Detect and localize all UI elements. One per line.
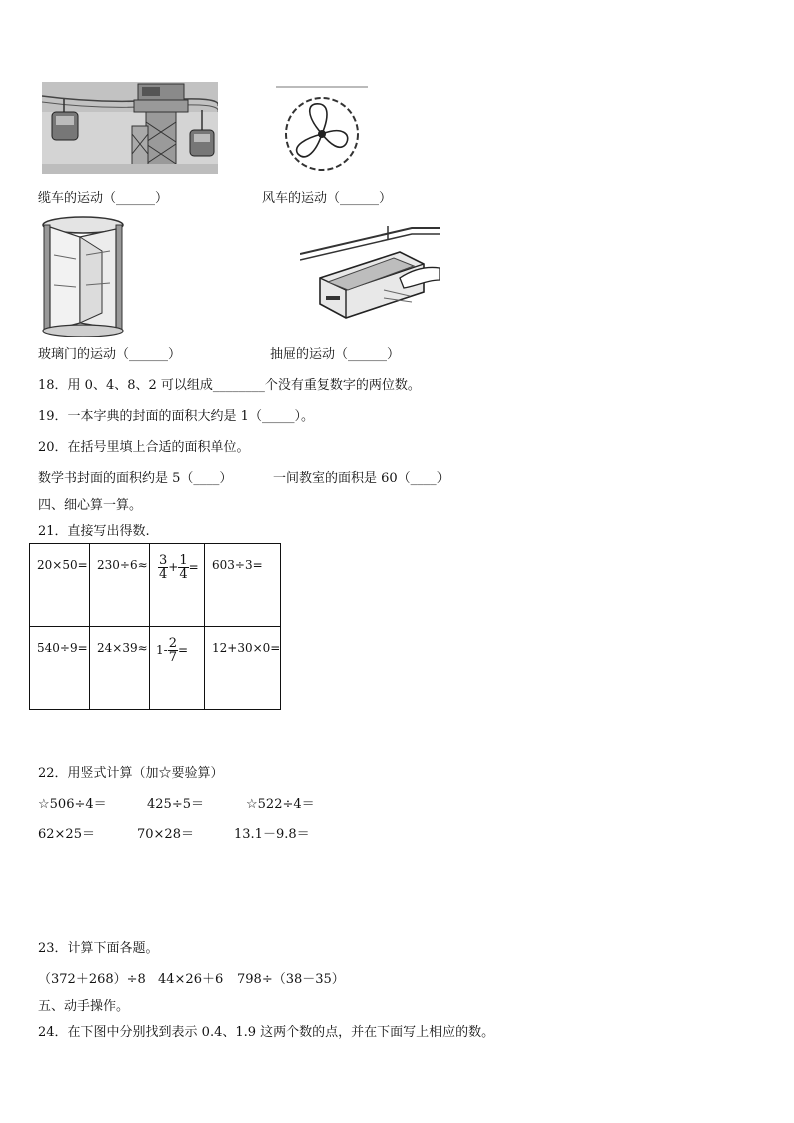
table-row	[30, 627, 281, 710]
vertical-calc-b: 425÷5＝	[147, 797, 204, 812]
question-24: 24．在下图中分别找到表示 0.4、1.9 这两个数的点，并在下面写上相应的数。	[38, 1025, 495, 1040]
vertical-calc-f: 13.1－9.8＝	[234, 827, 310, 842]
fraction-numerator: 2	[168, 636, 177, 651]
table-cell	[90, 627, 150, 710]
equals-sign: =	[188, 560, 199, 574]
drawer-caption: 抽屉的运动（______）	[270, 347, 401, 362]
fraction	[168, 637, 178, 664]
table-cell	[205, 544, 281, 627]
vertical-calc-c: ☆522÷4＝	[246, 797, 315, 812]
table-cell	[150, 544, 205, 627]
table-cell	[30, 544, 90, 627]
fraction	[158, 554, 168, 581]
vertical-calc-a: ☆506÷4＝	[38, 797, 107, 812]
calc-item: 603÷3=	[212, 558, 263, 572]
table-row	[30, 544, 281, 627]
question-22-title: 22．用竖式计算（加☆要验算）	[38, 766, 224, 781]
fraction-denominator: 4	[179, 567, 188, 582]
calc-item: 24×39≈	[97, 641, 148, 655]
cable-car-caption: 缆车的运动（______）	[38, 191, 169, 206]
revolving-door-picture	[40, 215, 126, 337]
calc-23-a: （372＋268）÷8	[38, 972, 146, 987]
calc-item: 20×50=	[37, 558, 88, 572]
drawer-picture	[300, 220, 440, 330]
calc-item: 230÷6≈	[97, 558, 148, 572]
question-20-a: 数学书封面的面积约是 5（____）	[38, 471, 233, 486]
mental-calc-table	[29, 543, 281, 710]
question-23-title: 23．计算下面各题。	[38, 941, 159, 956]
table-cell	[150, 627, 205, 710]
section-5-heading: 五、动手操作。	[38, 999, 130, 1014]
vertical-calc-d: 62×25＝	[38, 827, 95, 842]
fan-caption: 风车的运动（______）	[262, 191, 393, 206]
question-19: 19．一本字典的封面的面积大约是 1（_____）。	[38, 409, 314, 424]
cable-car-picture	[42, 82, 218, 174]
calc-item: 540÷9=	[37, 641, 88, 655]
table-cell	[90, 544, 150, 627]
fraction	[178, 554, 188, 581]
table-cell	[30, 627, 90, 710]
fan-picture	[276, 86, 368, 178]
question-20: 20．在括号里填上合适的面积单位。	[38, 440, 250, 455]
fraction-numerator: 1	[179, 553, 188, 568]
plus-sign: +	[168, 560, 179, 574]
calc-23-b: 44×26＋6	[158, 972, 224, 987]
question-20-b: 一间教室的面积是 60（____）	[273, 471, 450, 486]
question-21: 21．直接写出得数.	[38, 524, 150, 539]
fraction-denominator: 4	[159, 567, 168, 582]
fraction-numerator: 3	[159, 553, 168, 568]
calc-23-c: 798÷（38－35）	[237, 972, 345, 987]
fraction-denominator: 7	[168, 650, 177, 665]
table-cell	[205, 627, 281, 710]
revolving-door-caption: 玻璃门的运动（______）	[38, 347, 182, 362]
fraction-expression	[150, 544, 204, 581]
section-4-heading: 四、细心算一算。	[38, 498, 143, 513]
fraction-expression	[150, 627, 204, 664]
question-18: 18．用 0、4、8、2 可以组成________个没有重复数字的两位数。	[38, 378, 421, 393]
calc-item: 12+30×0=	[212, 641, 281, 655]
minus-prefix: 1-	[156, 643, 168, 657]
vertical-calc-e: 70×28＝	[137, 827, 194, 842]
equals-sign: =	[177, 643, 189, 657]
